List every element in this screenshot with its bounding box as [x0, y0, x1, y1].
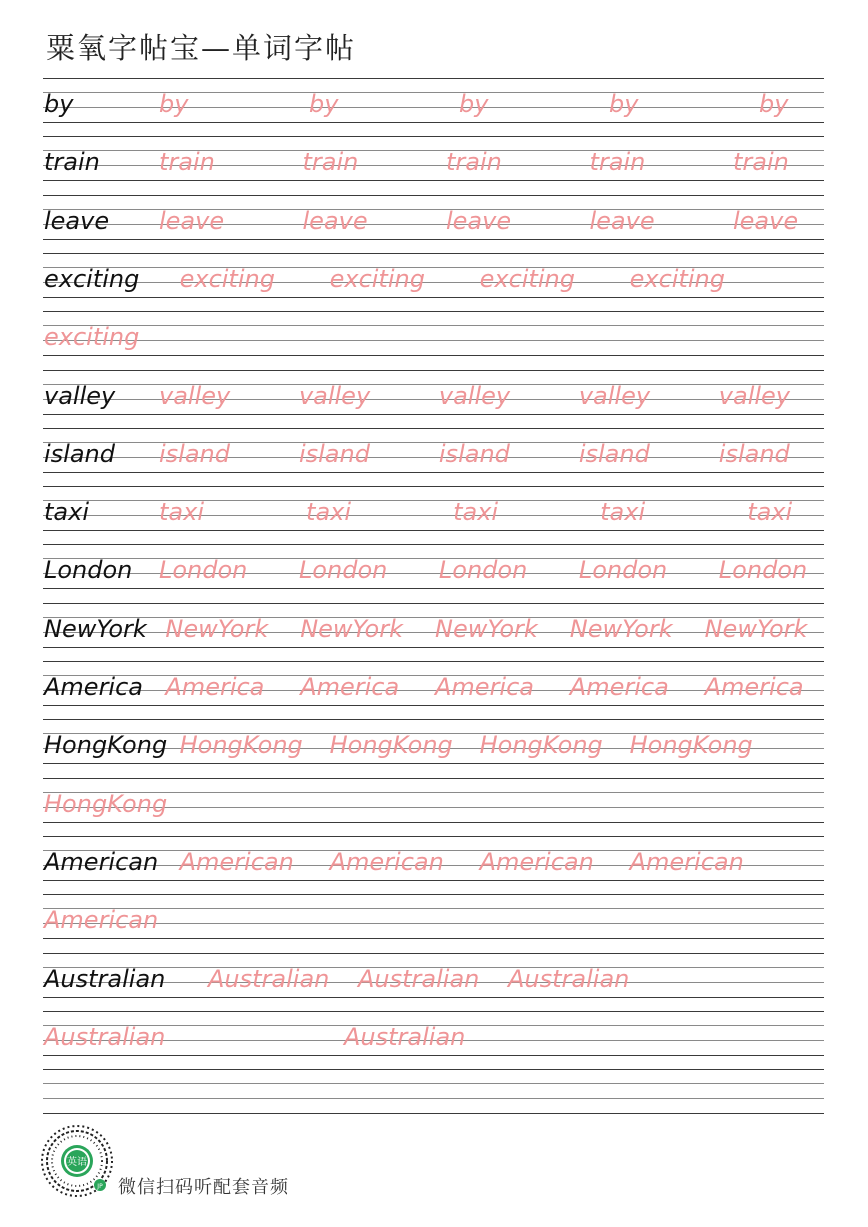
- trace-word: HongKong: [479, 731, 603, 760]
- trace-word: taxi: [453, 498, 499, 527]
- trace-word: HongKong: [629, 731, 753, 760]
- trace-word: train: [733, 148, 789, 177]
- trace-word: by: [609, 90, 639, 118]
- model-word: taxi: [44, 498, 89, 527]
- trace-word: by: [459, 90, 489, 118]
- trace-word: leave: [446, 206, 512, 235]
- trace-word: Australian: [508, 964, 630, 993]
- trace-word: island: [718, 439, 790, 468]
- trace-word: London: [718, 556, 808, 585]
- trace-word: exciting: [479, 264, 575, 293]
- trace-word: exciting: [329, 264, 425, 293]
- ruling-line: [43, 880, 824, 881]
- trace-word: leave: [159, 206, 225, 235]
- trace-word: valley: [159, 381, 231, 410]
- trace-word: London: [578, 556, 668, 585]
- model-word: train: [44, 148, 100, 177]
- trace-word: island: [578, 439, 650, 468]
- ruling-line: [43, 122, 824, 123]
- ruling-line: [43, 822, 824, 823]
- trace-word: HongKong: [179, 731, 303, 760]
- trace-word: taxi: [600, 498, 646, 527]
- trace-word: American: [44, 906, 159, 935]
- trace-word: valley: [718, 381, 791, 410]
- practice-row: [44, 836, 844, 876]
- practice-row: [44, 1069, 844, 1109]
- ruling-line: [43, 1113, 824, 1114]
- ruling-line: [43, 472, 824, 473]
- trace-word: NewYork: [569, 614, 673, 643]
- trace-word: valley: [578, 381, 651, 410]
- model-word: leave: [44, 206, 110, 235]
- footer-text: 微信扫码听配套音频: [118, 1177, 289, 1198]
- trace-word: American: [629, 847, 744, 876]
- trace-word: by: [159, 90, 189, 118]
- trace-word: island: [159, 439, 230, 468]
- model-word: NewYork: [44, 614, 147, 643]
- trace-word: train: [446, 148, 502, 177]
- practice-row: [44, 428, 844, 468]
- ruling-line: [43, 588, 824, 589]
- trace-word: American: [479, 847, 594, 876]
- trace-word: America: [165, 673, 265, 701]
- trace-word: Australian: [44, 1022, 166, 1051]
- trace-word: NewYork: [165, 614, 269, 643]
- ruling-line: [43, 763, 824, 764]
- practice-row: [44, 195, 844, 235]
- trace-word: London: [438, 556, 528, 585]
- qr-code-icon: [40, 1124, 114, 1198]
- trace-word: train: [159, 148, 215, 177]
- practice-row: [44, 894, 844, 934]
- trace-word: leave: [589, 206, 655, 235]
- trace-word: America: [704, 673, 804, 701]
- model-word: America: [44, 673, 143, 701]
- practice-row: [44, 136, 844, 176]
- practice-row: [44, 603, 844, 643]
- footer: [40, 1124, 440, 1204]
- trace-word: London: [298, 556, 388, 585]
- model-word: island: [44, 439, 115, 468]
- trace-word: NewYork: [435, 614, 538, 643]
- trace-word: valley: [298, 381, 371, 410]
- practice-row: [44, 1011, 844, 1051]
- practice-row: [44, 719, 844, 759]
- ruling-line: [43, 180, 824, 181]
- practice-row: [44, 311, 844, 351]
- practice-row: [44, 544, 844, 584]
- trace-word: taxi: [747, 498, 793, 527]
- model-word: American: [44, 847, 159, 876]
- model-word: London: [44, 556, 133, 585]
- practice-row: [44, 253, 844, 293]
- ruling-line: [43, 1055, 824, 1056]
- trace-word: valley: [438, 381, 511, 410]
- ruling-line: [43, 997, 824, 998]
- trace-word: exciting: [179, 264, 275, 293]
- practice-row: [44, 486, 844, 526]
- trace-word: NewYork: [300, 614, 404, 643]
- trace-word: leave: [302, 206, 368, 235]
- ruling-line: [43, 297, 824, 298]
- ruling-line: [43, 530, 824, 531]
- model-word: HongKong: [44, 731, 168, 760]
- trace-word: leave: [733, 206, 799, 235]
- trace-word: London: [159, 556, 248, 585]
- trace-word: by: [309, 90, 339, 118]
- trace-word: HongKong: [329, 731, 453, 760]
- trace-word: Australian: [358, 964, 480, 993]
- trace-word: America: [300, 673, 400, 701]
- practice-row: [44, 953, 844, 993]
- practice-row: [44, 370, 844, 410]
- trace-word: taxi: [306, 498, 352, 527]
- model-word: valley: [44, 381, 116, 410]
- ruling-line: [43, 239, 824, 240]
- practice-row: [44, 78, 844, 118]
- practice-row: [44, 778, 844, 818]
- trace-word: taxi: [159, 498, 204, 527]
- trace-word: exciting: [629, 264, 725, 293]
- practice-row: [44, 661, 844, 701]
- ruling-line: [43, 414, 824, 415]
- trace-word: by: [759, 90, 789, 118]
- trace-word: island: [438, 439, 510, 468]
- trace-word: train: [589, 148, 646, 177]
- model-word: by: [44, 90, 74, 118]
- trace-word: America: [435, 673, 534, 701]
- trace-word: island: [298, 439, 370, 468]
- model-word: Australian: [44, 964, 166, 993]
- ruling-line: [43, 705, 824, 706]
- trace-word: America: [569, 673, 669, 701]
- trace-word: NewYork: [704, 614, 808, 643]
- trace-word: Australian: [344, 1022, 466, 1051]
- trace-word: train: [302, 148, 359, 177]
- qr-badge-small: JP: [97, 1183, 103, 1190]
- qr-badge-label: 英语: [67, 1157, 87, 1168]
- trace-word: Australian: [208, 964, 330, 993]
- ruling-line: [43, 938, 824, 939]
- ruling-line: [43, 355, 824, 356]
- model-word: exciting: [44, 264, 140, 293]
- trace-word: exciting: [44, 323, 140, 352]
- trace-word: American: [179, 847, 294, 876]
- page-title: 粟氧字帖宝—单词字帖: [46, 31, 357, 65]
- trace-word: HongKong: [44, 789, 168, 818]
- ruling-line: [43, 647, 824, 648]
- trace-word: American: [329, 847, 444, 876]
